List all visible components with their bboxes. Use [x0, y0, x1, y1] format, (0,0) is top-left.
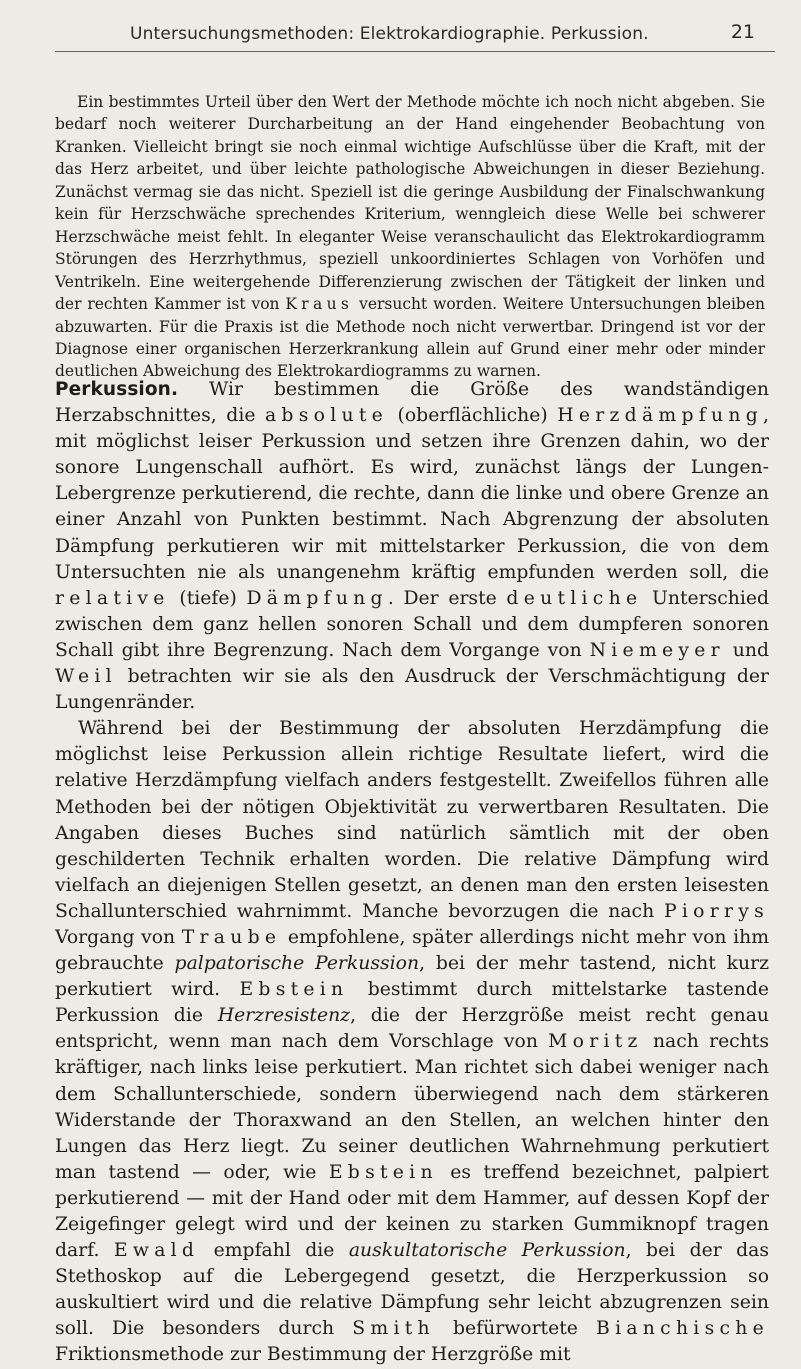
perkussion-paragraph-2 [55, 716, 769, 1368]
p2-text-a: Während bei der Bestimmung der absoluten Herzdämpfung die möglichst leise Perkussion allein richtige Resultate liefert, wird die relative Herzdämpfung vielfach anders festgestellt. Zweifellos führen alle Methoden bei der nötigen Objektivität zu verwertbaren Resultaten. Die Angaben dieses Buches sind natürlich sämtlich mit der oben geschilderten Technik erhalten worden. Die relative Dämpfung wird vielfach an diejenigen Stellen gesetzt, an denen man den ersten leisesten Schallunterschied wahrnimmt. Manche bevorzugen die nach [55, 718, 769, 922]
author-moritz: Moritz [548, 1031, 643, 1053]
page-number: 21 [730, 21, 755, 43]
small-print-section [55, 91, 765, 383]
author-bianchi: Bianchische [596, 1318, 769, 1340]
ekg-paragraph [55, 91, 765, 383]
ekg-text-2: versucht worden. Weitere Untersuchungen bleiben abzuwarten. Für die Praxis ist die Methode noch nicht verwertbar. Dringend ist vor der Diagnose einer organischen Herzerkrankung allein auf Grund einer mehr oder minder deutlichen Abweichung des Elektrokardiogramms zu warnen. [55, 295, 765, 381]
p1-text-d: (tiefe) [169, 587, 247, 609]
p1-text-c: , mit möglichst leiser Perkussion und setzen ihre Grenzen dahin, wo der sonore Lungenschall aufhört. Es wird, zunächst längs der Lungen-Lebergrenze perkutierend, die rechte, dann die linke und obere Grenze an einer Anzahl von Punkten bestimmt. Nach Abgrenzung der absoluten Dämpfung perkutieren wir mit mittelstarker Perkussion, die von dem Untersuchten nie als unangenehm kräftig empfunden werden soll, die [55, 405, 769, 583]
p2-text-c: empfohlene, später allerdings nicht mehr von ihm gebrauchte [55, 926, 770, 975]
p2-text-l: Friktionsmethode zur Bestimmung der Herzgröße mit [55, 1344, 571, 1366]
p1-text-a: Wir bestimmen die Größe des wandständigen Herzabschnittes, die [55, 379, 769, 427]
term-herzdaempfung: Herzdämpfung [557, 405, 764, 427]
section-heading: Perkussion. [55, 379, 179, 400]
p2-text-g: nach rechts kräftiger, nach links leise perkutiert. Man richtet sich dabei weniger nach dem Schallunterschiede, sondern überwiegend nach dem stärkeren Widerstande der Thoraxwand an den Stellen, an welchen hinter den Lungen das Herz liegt. Zu seiner deutlichen Wahrnehmung perkutiert man tastend — oder, wie [55, 1031, 769, 1183]
term-auskultatorische: auskultatorische Perkussion [348, 1240, 626, 1262]
p2-text-b: Vorgang von [55, 926, 182, 948]
author-ebstein-1: Ebstein [239, 979, 349, 1001]
author-ebstein-2: Ebstein [328, 1161, 438, 1183]
p2-text-j: , bei der das Stethoskop auf die Lebergegend gesetzt, die Herzperkussion so auskultiert wird und die relative Dämpfung sehr leicht abzugrenzen sein soll. Die besonders durch [55, 1240, 769, 1340]
p1-text-f: Unterschied zwischen dem ganz hellen sonoren Schall und dem dumpferen sonoren Schall gibt ihre Begrenzung. Nach dem Vorgange von [55, 587, 769, 661]
p1-text-g: und [724, 639, 769, 661]
header-rule [55, 51, 775, 52]
p1-text-e: . Der erste [387, 587, 507, 609]
perkussion-paragraph-1 [55, 377, 769, 716]
term-palpatorische: palpatorische Perkussion [174, 953, 420, 975]
running-header [55, 20, 775, 52]
term-deutliche: deutliche [506, 587, 643, 609]
author-kraus: Kraus [285, 295, 354, 314]
author-smith: Smith [352, 1318, 435, 1340]
term-absolute: absolute [264, 405, 389, 427]
p2-text-e: bestimmt durch mittelstarke tastende Perkussion die [55, 979, 769, 1027]
author-piorry: Piorrys [663, 900, 769, 922]
term-herzresistenz: Herzresistenz [217, 1005, 351, 1027]
term-relative: relative [55, 587, 170, 609]
p2-text-h: es treffend bezeichnet, palpiert perkutierend — mit der Hand oder mit dem Hammer, auf dessen Kopf der Zeigefinger gelegt wird und der keinen zu starken Gummiknopf tragen darf. [55, 1161, 769, 1262]
author-niemeyer: Niemeyer [589, 639, 725, 661]
p2-text-k: befürwortete [434, 1318, 596, 1340]
running-title: Untersuchungsmethoden: Elektrokardiographie. Perkussion. [130, 24, 649, 44]
author-ewald: Ewald [113, 1240, 200, 1262]
term-daempfung: Dämpfung [246, 587, 388, 609]
ekg-text-1: Ein bestimmtes Urteil über den Wert der Methode möchte ich noch nicht abgeben. Sie bedarf noch weiterer Durcharbeitung an der Hand eingehender Beobachtung von Kranken. Vielleicht bringt sie noch einmal wichtige Aufschlüsse über die Kraft, mit der das Herz arbeitet, und über leichte pathologische Abweichungen in dieser Beziehung. Zunächst vermag sie das nicht. Speziell ist die geringe Ausbildung der Finalschwankung kein für Herzschwäche sprechendes Kriterium, wenngleich diese Welle bei schwerer Herzschwäche meist fehlt. In eleganter Weise veranschaulicht das Elektrokardiogramm Störungen des Herzrhythmus, speziell unkoordiniertes Schlagen von Vorhöfen und Ventrikeln. Eine weitergehende Differenzierung zwischen der Tätigkeit der linken und der rechten Kammer ist von [55, 93, 765, 314]
p2-text-i: empfahl die [199, 1240, 349, 1262]
perkussion-section [55, 377, 769, 1369]
p2-text-d: , bei der mehr tastend, nicht kurz perkutiert wird. [55, 953, 770, 1001]
p1-text-h: betrachten wir sie als den Ausdruck der Verschmächtigung der Lungenränder. [55, 666, 769, 714]
p1-text-b: (oberflächliche) [388, 405, 558, 427]
author-traube: Traube [181, 926, 282, 948]
author-weil: Weil [55, 666, 117, 688]
p2-text-f: , die der Herzgröße meist recht genau entspricht, wenn man nach dem Vorschlage von [55, 1005, 770, 1053]
